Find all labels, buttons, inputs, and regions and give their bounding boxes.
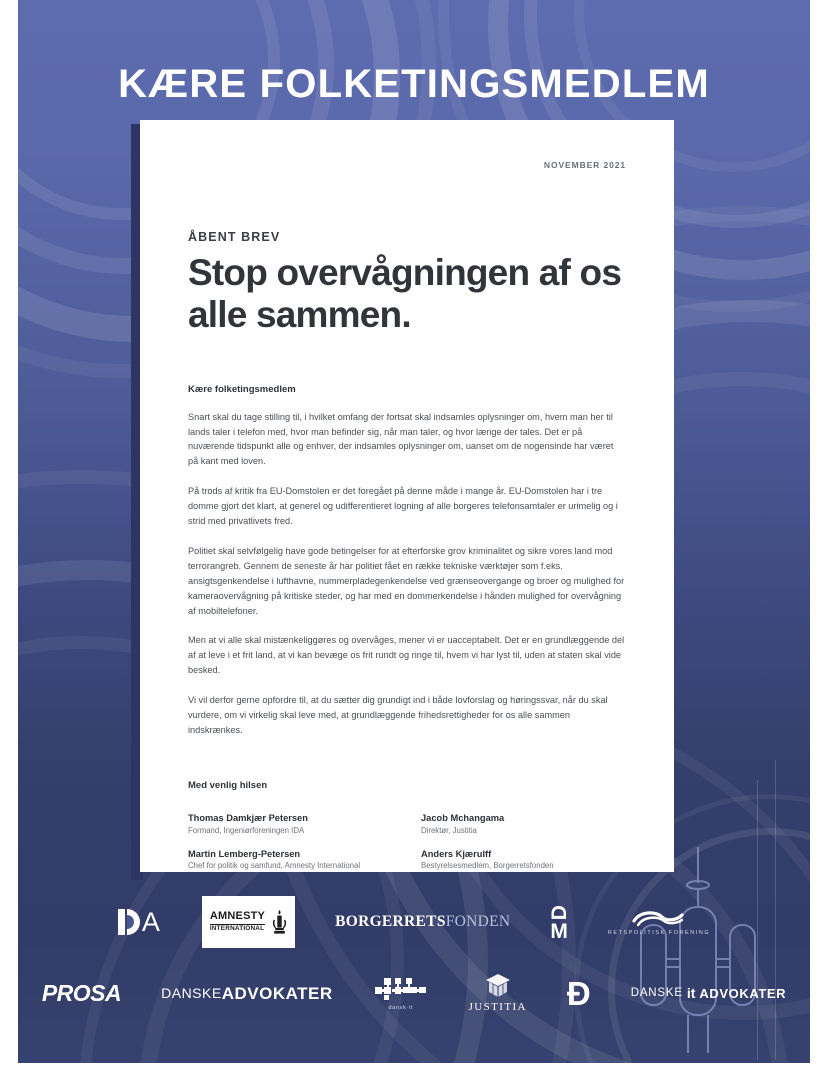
justitia-emblem-icon	[483, 973, 513, 999]
danske-advokater-logo	[161, 972, 333, 1014]
signatory	[421, 813, 626, 836]
amnesty-candle-icon	[272, 909, 287, 935]
letter-paragraph: Men at vi alle skal mistænkeliggøres og overvåges, mener vi er uacceptabelt. Det er en grundlæggende del af at leve i et frit land, at vi kan bevæge os frit rundt og ringe til, hvem vi har lyst til, uden at staten skal vide besked.	[188, 635, 625, 676]
letter-paragraph: På trods af kritik fra EU-Domstolen er det foregået på denne måde i mange år. EU-Domstolen har i tre domme gjort det klart, at generel og udifferentieret logning af alle borgeres telefonsamtaler er urimelig og i strid med privatlivets fred.	[188, 486, 618, 527]
borgerretsfonden-strong: BORGERRETS	[335, 913, 446, 930]
justitia-logo	[469, 972, 527, 1014]
signatory	[188, 813, 407, 836]
letter-date: NOVEMBER 2021	[543, 160, 626, 170]
signatory-role: Chef for politik og samfund, Amnesty International	[188, 861, 361, 871]
ida-d-icon	[127, 909, 140, 935]
justitia-wordmark: JUSTITIA	[468, 1001, 527, 1013]
logo-row-1	[18, 896, 810, 948]
letter-paragraph: Politiet skal selvfølgelig have gode betingelser for at efterforske grov kriminalitet og sikre vores land mod terrorangreb. Gennem de seneste år har politiet fået en række tekniske værktøjer som f.eks. ansigtsgenkendelse i lufthavne, nummerpladegenkendelse ved grænseovergange og broer og mulighed for kameraovervågning på kritiske steder, og har med en dommerkendelse i hånden mulighed for overvågning af mobiltelefoner.	[188, 545, 625, 616]
letter-kicker: ÅBENT BREV	[188, 230, 281, 244]
danske-it-advokater-line-2: ADVOKATER	[699, 985, 787, 1001]
letter-paragraph: Vi vil derfor gerne opfordre til, at du sætter dig grundigt ind i både lovforslag og høringssvar, når du skal vurdere, om vi virkelig skal leve med, at grundlæggende frihedsrettigheder for os alle sammen indskrænkes.	[188, 695, 608, 735]
ida-logo	[118, 901, 162, 943]
amnesty-wordmark	[210, 911, 265, 932]
dansk-it-logo	[373, 972, 429, 1014]
signatory-list	[188, 813, 626, 872]
poster-header	[18, 62, 810, 107]
retspolitisk-forening-logo	[608, 901, 710, 943]
logo-bar	[18, 896, 810, 1014]
letter-card	[140, 120, 674, 872]
ida-letter-a: A	[141, 906, 162, 937]
dansk-it-mark-icon	[373, 976, 429, 1002]
danske-advokater-line-1: DANSKE	[161, 985, 222, 1001]
letter-headline: Stop overvågningen af os alle sammen.	[188, 252, 622, 335]
prosa-logo: PROSA	[41, 979, 122, 1006]
page-title: KÆRE FOLKETINGSMEDLEM	[118, 62, 710, 106]
ida-bar-icon	[118, 909, 125, 935]
danske-advokater-line-2: ADVOKATER	[221, 983, 333, 1003]
signatory-name: Martin Lemberg-Petersen	[188, 848, 301, 859]
signatory-name: Jacob Mchangama	[421, 812, 505, 823]
signatory	[188, 849, 407, 872]
dm-letter-m: M	[550, 919, 568, 943]
signatory-role: Formand, Ingeniørforeningen IDA	[188, 825, 305, 835]
signatory-name: Anders Kjærulff	[421, 848, 492, 859]
danske-it-advokater-line-1: DANSKE	[630, 987, 683, 999]
dm-logo	[547, 901, 571, 943]
dansk-it-wordmark: dansk·it	[388, 1004, 413, 1011]
borgerretsfonden-logo	[335, 901, 510, 943]
retspolitisk-swoosh-icon	[630, 909, 688, 927]
danske-it-advokater-mark: it	[686, 985, 696, 1001]
amnesty-line-2: INTERNATIONAL	[209, 924, 265, 932]
signatory	[421, 849, 626, 872]
signatory-name: Thomas Damkjær Petersen	[188, 812, 308, 823]
borgerretsfonden-light: FONDEN	[445, 913, 511, 930]
signatory-role: Direktør, Justitia	[421, 825, 477, 835]
poster-background	[18, 0, 810, 1063]
signatory-role: Bestyrelsesmedlem, Borgerretsfonden	[421, 861, 554, 871]
dataethics-logo: Ð	[566, 974, 591, 1012]
letter-paragraph: Snart skal du tage stilling til, i hvilket omfang der fortsat skal indsamles oplysninger om, hvem man her til lands taler i telefon med, hvor man befinder sig, når man taler, og hvor længe der tales. Det er på nuværende tidspunkt alle og enhver, der indsamles oplysninger om, uanset om de nogensinde har været på kant med loven.	[188, 411, 614, 467]
amnesty-line-1: AMNESTY	[209, 910, 266, 923]
danske-it-advokater-logo	[631, 972, 786, 1014]
dm-letter-d: D	[547, 905, 571, 921]
signatory-column-right	[407, 813, 626, 872]
logo-row-2	[18, 972, 810, 1014]
amnesty-logo	[202, 896, 295, 948]
letter-salutation: Kære folketingsmedlem	[188, 383, 296, 395]
retspolitisk-wordmark: RETSPOLITISK FORENING	[607, 929, 711, 936]
signatory-column-left	[188, 813, 407, 872]
letter-signoff: Med venlig hilsen	[188, 779, 268, 791]
